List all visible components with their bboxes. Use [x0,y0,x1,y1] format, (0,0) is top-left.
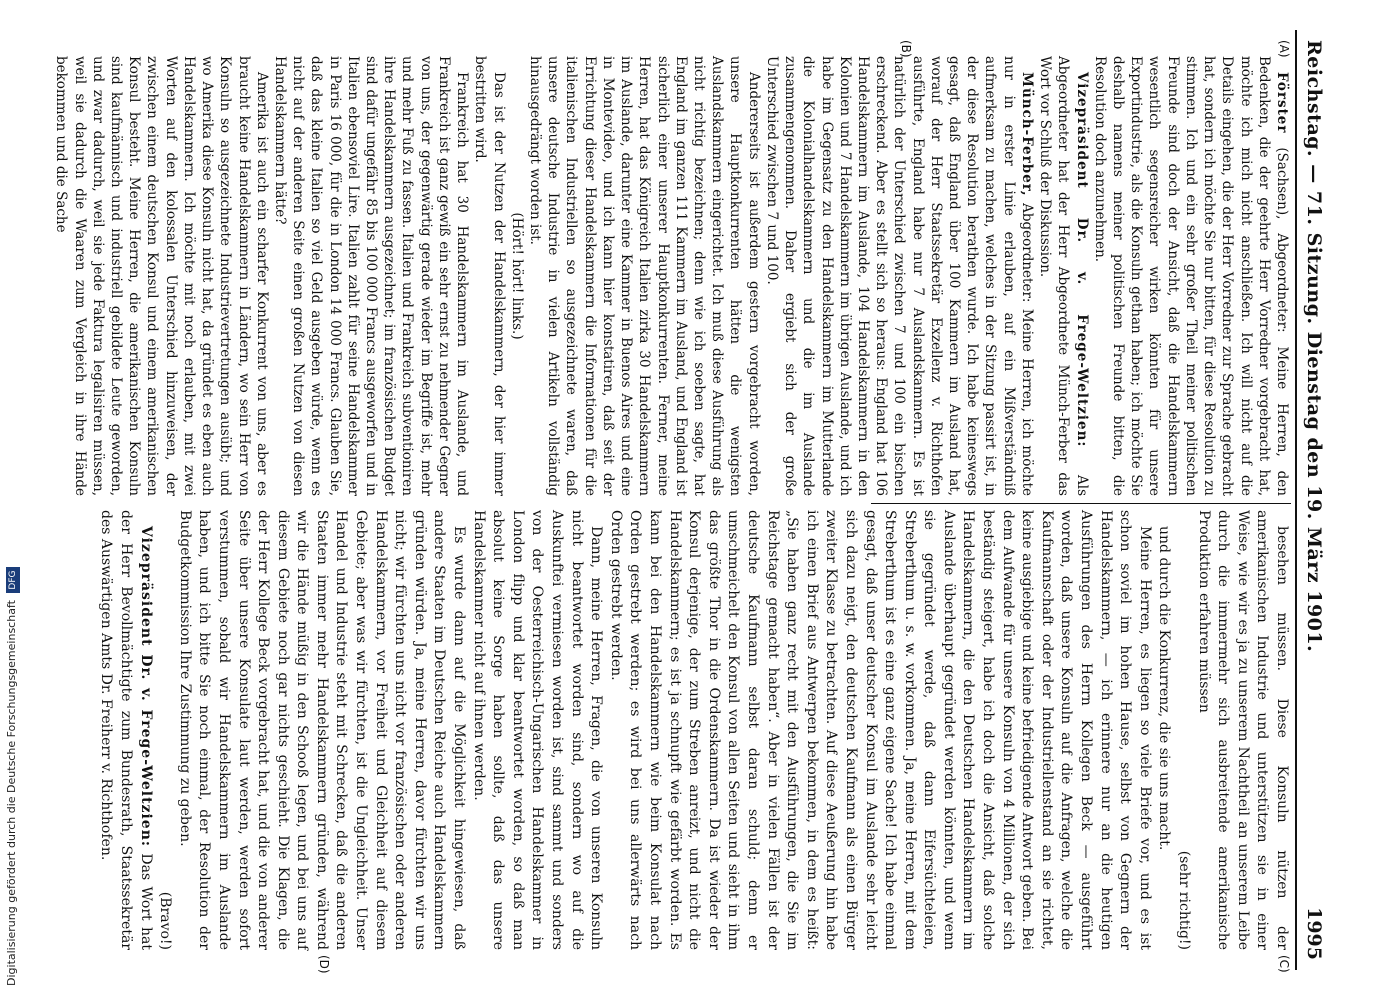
dfg-logo: DFG [6,567,20,592]
paragraph-text: Meine Herren, es liegen so viele Briefe vor, und es ist schon soviel im hohen Hause, selbst von Gegnern der Handelskammern, — ich erinnere nur an die heutigen Ausführungen des Herrn Kollegen Beck — ausgeführt worden, daß unsere Konsuln auf die Anfragen, welche die Kaufmannschaft oder der Industriellenstand an sie richtet, keine ausgiebige und keine befriedigende Antwort geben. Bei dem Aufwande für unsere Konsuln von 4 Millionen, der sich beständig steigert, habe ich doch die Ansicht, daß solche Handelskammern, die den Deutschen Handelskammern im Auslande überhaupt gegründet werden könnten, und wenn sie gegründet werde, daß dann Eifersüchteleien, Streberthum u. s. w. vorkommen. Ja, meine Herren, mit dem Streberthum ist es eine ganz eigene Sache! Ich habe einmal gesagt, daß unser deutscher Konsul im Auslande sehr leicht sich dazu neigt, den deutschen Kaufmann als einen Bürger zweiter Klasse zu betrachten. Auf diese Aeußerung hin habe ich einen Brief aus Antwerpen bekommen, in dem es heißt: „Sie haben ganz recht mit den Ausführungen, die Sie im Reichstage gemacht haben“. Aber in vielen Fällen ist der deutsche Kaufmann selbst daran schuld; denn er umschmeichelt den Konsul von allen Seiten und sieht in ihm das größte Thor in die Ordenskammern. Da ist wieder der Konsul derjenige, der zum Streben anreizt, und nicht die Handelskammern; es ist ja schnupft wie gefärbt worden. Es kann bei den Handelskammern wie beim Konsulat nach Orden gestrebt werden; es wird bei uns allerwärts nach Orden gestrebt werden. [607,510,1153,950]
page-number: 1995 [1303,907,1325,960]
margin-marker-d: (D) [317,955,331,974]
interjection: (Hört! hört! links.) [508,212,525,340]
paragraph [1193,510,1291,950]
paragraph-text: Abgeordneter: Meine Herren, ich möchte nur in erster Linie erlauben, auf ein Mißverständniß aufmerksam zu machen, welches in der Sitzung passirt ist, in der diese Resolution berathen wurde. Ich habe keineswegs gesagt, daß England über 100 Kammern im Ausland hat, worauf der Herr Staatssekretär Exzellenz v. Richthofen ausführte, England habe nur 7 Auslandskammern. Es ist natürlich der Unterschied zwischen 7 und 100 ein bischen erschreckend. Aber es stellt sich so heraus: England hat 106 Handelskammern im Auslande, 104 Handelskammern in den Kolonien und 7 Handelskammern im übrigen Auslande, und ich habe im Gegensatz zu den Handelskammern im Mutterlande die Kolonialhandelskammern und die im Auslande zusammengenommen. Daher ergiebt sich der große Unterschied zwischen 7 und 100. [763,56,1035,496]
speaker-name: Vizepräsident Dr. v. Frege-Weltzien: [137,526,154,848]
margin-marker-b: (B) [899,40,913,58]
paragraph-text: (Sachsen), Abgeordneter: Meine Herren, den Bedenken, die der geehrte Herr Vorredner vorgebracht hat, möchte ich mich nicht anschließen. Ich will nicht auf die Details eingehen, die der Herr Vorredner zur Sprache gebracht hat, sondern ich möchte Sie nur bitten, für diese Resolution zu stimmen. Ich und ein sehr großer Theil meiner politischen Freunde sind doch der Ansicht, daß die Handelskammern wesentlich segensreicher wirken könnten für unsere Exportindustrie, als die Konsuln gethan haben; ich möchte Sie deshalb namens meiner politischen Freunde bitten, die Resolution doch anzunehmen. [1091,56,1290,496]
paragraph-text: Das Wort hat der Herr Bevollmächtigte zum Bundesrath, Staatssekretär des Auswärtigen Amts Dr. Freiherr v. Richthofen. [98,510,154,950]
interjection: (Bravo!) [157,891,174,950]
paragraph [605,510,1154,950]
paragraph-text: Frankreich hat 30 Handelskammern im Auslande, und Frankreich ist ganz gewiß ein sehr ernst zu nehmender Gegner von uns, der gegenwärtig gerade wieder im Begriffe ist, mehr und mehr Fuß zu fassen. Italien und Frankreich subventioniren ihre Handelskammern ausgezeichnet; im französischen Budget sind dafür ungefähr 85 bis 100 000 Francs ausgeworfen und in Italien ebensoviel Lire. Italien zahlt für seine Handelskammer in Paris 16 000, für die in London 14 000 Francs. Glauben Sie, daß das kleine Italien so viel Geld ausgeben würde, wenn es nicht auf der anderen Seite einen großen Nutzen von diesen Handelskammern hätte? [271,56,471,496]
margin-marker-a: (A) [1277,40,1291,58]
paragraph [174,510,468,950]
credit-text: Digitalisierung gefördert durch die Deutsche Forschungsgemeinschaft [5,600,18,986]
paragraph-text: Dann, meine Herren, Fragen, die von unseren Konsuln nicht beantwortet worden sind, sondern wo auf die Auskunftei vermiesen worden ist, sind sammt und sonders von der Oesterreichisch-Ungarischen Handelskammer in London flipp und klar beantwortet worden, so daß man absolut keine Sorge haben sollte, daß das unsere Handelskammer nicht auf ihnen werden. [470,510,605,950]
paragraph [271,56,471,496]
paragraph [96,510,155,950]
text-column-right [96,510,1291,950]
running-header [1299,30,1325,970]
paragraph-text: und durch die Konkurrenz, die sie uns macht. [1156,526,1173,851]
paragraph [471,56,507,496]
paragraph [52,56,271,496]
paragraph [468,510,605,950]
speaker-name: Vizepräsident Dr. v. Frege-Weltzien: [1073,72,1090,448]
text-column-left [52,56,1291,496]
margin-marker-c: (C) [1277,955,1291,973]
speaker-name: Münch-Ferber, [1018,72,1035,197]
paragraph-text: Als Abgeordneter hat der Herr Abgeordnete Münch-Ferber das Wort vor Schluß der Diskussion. [1037,56,1090,496]
paragraph [1154,510,1174,950]
paragraph [1036,56,1091,496]
interjection: (sehr richtig!) [1176,850,1193,950]
header-title: Reichstag. — 71. Sitzung. Dienstag den 19. März 1901. [1303,40,1325,653]
paragraph-text: Es wurde dann auf die Möglichkeit hingewiesen, daß andere Staaten im Deutschen Reiche auch Handelskammern gründen würden. Ja, meine Herren, davor fürchten wir uns nicht; wir fürchten uns nicht vor französischen oder anderen Handelskammern, vor Freiheit und Gleichheit auf diesem Gebiete; aber was wir fürchten, ist die Ungleichheit. Unser Handel und Industrie steht mit Schrecken, daß die anderen Staaten immer mehr Handelskammern gründen, während wir die Hände müßig in den Schooß legen, und bei uns auf diesem Gebiete noch gar nichts geschieht. Die Klagen, die der Herr Kollege Beck vorgebracht hat, und die von anderer Seite über unsere Konsulate laut werden, werden sofort verstummen, sobald wir Handelskammern im Auslande haben, und ich bitte Sie noch einmal, der Resolution der Budgetkommission Ihre Zustimmung zu geben. [176,510,468,950]
paragraph-text: Das ist der Nutzen der Handelskammern, der hier immer bestritten wird. [472,56,507,496]
paragraph-text: besehen müssen. Diese Konsuln nützen der amerikanischen Industrie und unterstützen sie in einer Weise, wie wir es ja zu unserem Nachtheil an unserem Leibe durch die immermehr sich ausbreitende amerikanische Produktion erfahren müssen [1195,510,1290,950]
paragraph [763,56,1036,496]
paragraph-text: Amerika ist auch ein scharfer Konkurrent von uns, aber es braucht keine Handelskammern in Ländern, wo sein Herr von Konsuln so ausgezeichnete Industrievertretungen ausübt; und wo Amerika diese Konsuln nicht hat, da gründet es eben auch Handelskammern. Ich möchte mit noch erlauben, mit zwei Worten auf den kolossalen Unterschied hinzuweisen, der zwischen einem deutschen Konsul und einem amerikanischen Konsul besteht. Meine Herren, die amerikanischen Konsuln sind kaufmännisch und industriell gebildete Leute geworden, und zwar dadurch, weil sie jede Faktura legalisiren müssen, weil sie dadurch die Waaren zum Vergleich in ihre Hände bekommen und die Sache [53,56,270,496]
speaker-name: Förster [1274,72,1290,134]
column-divider [871,503,1291,504]
digitization-credit [1,570,23,986]
header-rule [1295,30,1297,970]
paragraph [526,56,763,496]
paragraph-text: Andererseits ist außerdem gestern vorgebracht worden, unsere Hauptkonkurrenten hätten die wenigsten Auslandskammern eingerichtet. Ich muß diese Ausführung als nicht richtig bezeichnen; denn wie ich soeben sagte, hat England im ganzen 111 Kammern im Ausland, und England ist sicherlich einer unserer Hauptkonkurrenten. Ferner, meine Herren, hat das Königreich Italien zirka 30 Handelskammern im Auslande, darunter eine Kammer in Buenos Aires und eine in Montevideo, und ich kann hier konstatiren, daß seit der Errichtung dieser Handelskammern die Informationen für die italienischen Industriellen so ausgezeichnete waren, daß unsere deutsche Industrie in vielen Artikeln vollständig hinausgedrängt worden ist. [527,56,762,496]
paragraph [1091,56,1291,496]
